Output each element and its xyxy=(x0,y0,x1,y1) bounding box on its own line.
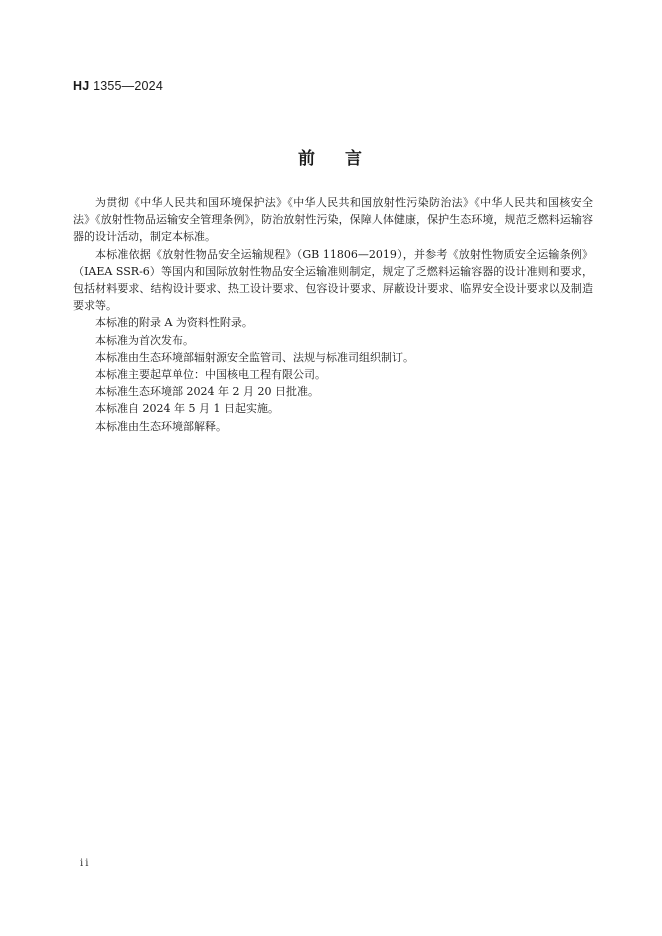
paragraph-appendix: 本标准的附录 A 为资料性附录。 xyxy=(95,316,253,330)
standard-code-prefix: HJ xyxy=(73,79,90,93)
page-title-char-2: 言 xyxy=(345,149,364,169)
standard-code xyxy=(73,79,163,93)
paragraph-basis: 本标准依据《放射性物品安全运输规程》（GB 11806—2019），并参考《放射性物质安全运输条例》（IAEA SSR-6）等国内和国际放射性物品安全运输准则制定，规定了乏燃料运输容器的设计准则和要求，包括材料要求、结构设计要求、热工设计要求、包容设计要求、屏蔽设计要求、临界安全设计要求以及制造要求等。 xyxy=(73,247,593,313)
paragraph-purpose: 为贯彻《中华人民共和国环境保护法》《中华人民共和国放射性污染防治法》《中华人民共和国核安全法》《放射性物品运输安全管理条例》，防治放射性污染，保障人体健康，保护生态环境，规范乏燃料运输容器的设计活动，制定本标准。 xyxy=(73,196,593,244)
paragraph-effective-date: 本标准自 2024 年 5 月 1 日起实施。 xyxy=(95,402,279,416)
paragraph-organizer: 本标准由生态环境部辐射源安全监管司、法规与标准司组织制订。 xyxy=(95,350,414,364)
foreword-body xyxy=(73,194,593,435)
page-number: ii xyxy=(80,858,91,869)
page-title xyxy=(0,144,662,169)
standard-code-number: 1355—2024 xyxy=(89,79,163,93)
paragraph-first-release: 本标准为首次发布。 xyxy=(95,333,194,347)
paragraph-drafting-unit: 本标准主要起草单位：中国核电工程有限公司。 xyxy=(95,368,326,382)
paragraph-interpretation: 本标准由生态环境部解释。 xyxy=(95,419,227,433)
page-title-char-1: 前 xyxy=(298,149,317,169)
paragraph-approval-date: 本标准生态环境部 2024 年 2 月 20 日批准。 xyxy=(95,385,319,399)
